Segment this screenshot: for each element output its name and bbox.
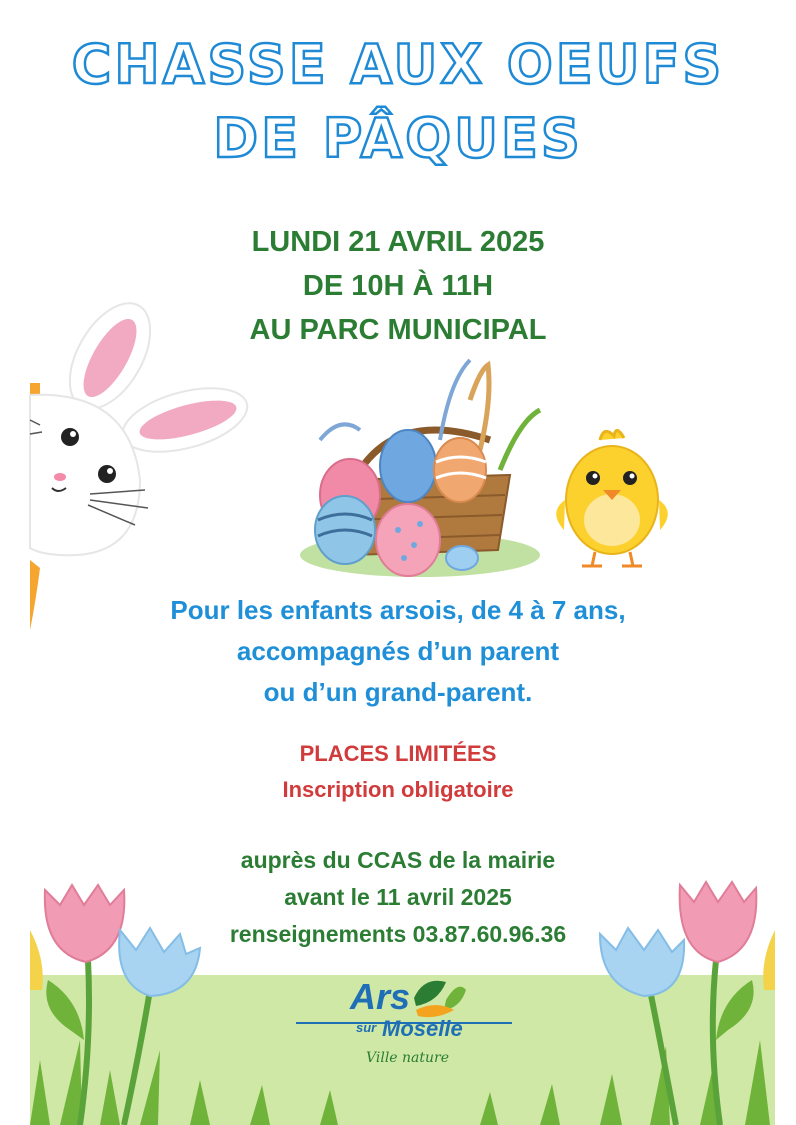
event-date: LUNDI 21 AVRIL 2025 xyxy=(251,226,545,258)
poster-title-line-2: DE PÂQUES xyxy=(213,107,583,170)
audience-line-3: ou d’un grand-parent. xyxy=(263,677,533,707)
contact-line-1: auprès du CCAS de la mairie xyxy=(240,847,556,873)
contact-phone: renseignements 03.87.60.96.36 xyxy=(229,921,567,947)
chick-icon xyxy=(556,430,668,566)
easter-basket-icon xyxy=(300,360,540,577)
logo-ars: Ars xyxy=(350,976,411,1017)
mandatory-registration: Inscription obligatoire xyxy=(282,777,514,802)
event-place: AU PARC MUNICIPAL xyxy=(249,314,547,346)
event-details xyxy=(0,220,796,352)
audience-text xyxy=(0,590,796,713)
logo-moselle: Moselle xyxy=(382,1016,463,1041)
contact-line-2: avant le 11 avril 2025 xyxy=(284,884,512,910)
logo-slogan: Ville nature xyxy=(366,1050,450,1066)
contact-info xyxy=(0,842,796,953)
registration-notice xyxy=(0,736,796,808)
event-time: DE 10H À 11H xyxy=(302,270,494,302)
poster-title-line-1: CHASSE AUX OEUFS xyxy=(71,33,725,96)
audience-line-1: Pour les enfants arsois, de 4 à 7 ans, xyxy=(170,595,626,625)
audience-line-2: accompagnés d’un parent xyxy=(236,636,560,666)
limited-places: PLACES LIMITÉES xyxy=(299,741,497,766)
logo-sur: sur xyxy=(356,1020,377,1035)
ars-logo-icon xyxy=(296,976,512,1070)
